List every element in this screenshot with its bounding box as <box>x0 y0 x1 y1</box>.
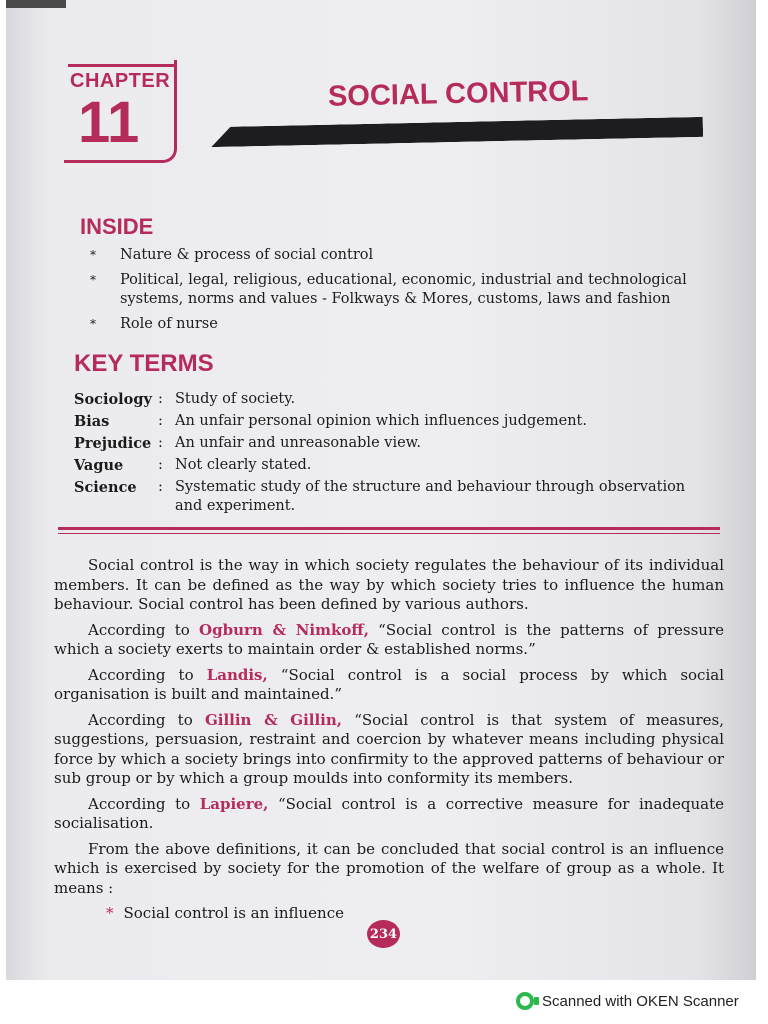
definition-quote: “Social control is that system of measures, suggestions, persuasion, restraint and coercion by whatever means including physical force by which a society brings into confirmity to the approved patterns of behaviour or sub group or by which a group moulds into conformity its members. <box>54 710 725 787</box>
definition-paragraph <box>54 711 724 789</box>
definition-quote: “Social control is the patterns of pressure which a society exerts to maintain order & established norms.” <box>54 620 724 658</box>
scanner-watermark <box>516 990 739 1012</box>
definition-lead: According to <box>88 710 205 729</box>
inside-list <box>90 246 730 340</box>
book-page <box>6 0 756 980</box>
key-term-colon: : <box>158 435 163 451</box>
key-term-row <box>74 478 694 516</box>
definition-paragraph <box>54 666 724 705</box>
title-underline-bar <box>211 117 703 147</box>
key-term: Vague <box>74 457 124 474</box>
key-term-colon: : <box>158 479 163 495</box>
definition-lead: According to <box>88 665 207 684</box>
definition-author: Lapiere, <box>199 794 269 813</box>
definition-paragraph <box>54 621 724 660</box>
definition-quote: “Social control is a corrective measure for inadequate socialisation. <box>54 794 724 832</box>
inside-bullet: * <box>90 273 96 287</box>
inside-bullet: * <box>90 248 96 262</box>
definition-author: Landis, <box>206 665 268 684</box>
inside-item <box>90 315 730 334</box>
conclusion-paragraph: From the above definitions, it can be concluded that social control is an influence which is exercised by society for the promotion of the welfare of group as a whole. It means : <box>54 839 724 897</box>
key-term-colon: : <box>158 391 163 407</box>
inside-item <box>90 246 730 265</box>
definition-paragraph <box>54 795 724 834</box>
chapter-number: 11 <box>78 90 140 155</box>
oken-scanner-icon <box>516 992 534 1010</box>
key-term-row <box>74 390 694 409</box>
definition-lead: According to <box>88 620 200 639</box>
key-term: Sociology <box>74 391 152 408</box>
key-term-definition: Study of society. <box>175 391 296 407</box>
scanner-watermark-text: Scanned with OKEN Scanner <box>542 992 739 1010</box>
inside-item-text: Role of nurse <box>120 316 218 332</box>
key-term-row <box>74 456 694 475</box>
key-term-definition: Systematic study of the structure and behaviour through observation and experiment. <box>175 479 686 514</box>
chapter-title: SOCIAL CONTROL <box>327 75 589 113</box>
definition-lead: According to <box>88 794 200 813</box>
key-term-definition: Not clearly stated. <box>175 457 312 473</box>
key-term: Science <box>74 479 137 496</box>
chapter-label: CHAPTER <box>70 70 171 92</box>
key-term-colon: : <box>158 413 163 429</box>
inside-item-text: Nature & process of social control <box>120 247 374 263</box>
key-terms-list <box>74 390 694 519</box>
definition-quote: “Social control is a social process by which social organisation is built and maintained.” <box>54 665 724 703</box>
inside-bullet: * <box>90 317 96 331</box>
key-term-definition: An unfair personal opinion which influences judgement. <box>175 413 587 429</box>
bullet-text: Social control is an influence <box>123 904 344 922</box>
key-term: Bias <box>74 413 110 430</box>
key-term-definition: An unfair and unreasonable view. <box>175 435 421 451</box>
key-term-row <box>74 434 694 453</box>
key-terms-heading: KEY TERMS <box>74 350 214 377</box>
section-divider-thin <box>58 533 720 534</box>
bullet-star: * <box>106 904 114 922</box>
intro-paragraph: Social control is the way in which society regulates the behaviour of its individual members. It can be defined as the way by which society tries to influence the human behaviour. Social control has been defined by various authors. <box>54 556 724 613</box>
inside-item-text: Political, legal, religious, educational, economic, industrial and technological systems, norms and values - Folkways & Mores, customs, laws and fashion <box>120 272 687 307</box>
page-number: 234 <box>367 920 400 948</box>
key-term: Prejudice <box>74 435 152 452</box>
key-term-row <box>74 412 694 431</box>
inside-heading: INSIDE <box>80 214 154 239</box>
body-text <box>54 556 724 930</box>
definition-author: Gillin & Gillin, <box>204 710 343 729</box>
inside-item <box>90 271 730 309</box>
definition-author: Ogburn & Nimkoff, <box>199 620 369 639</box>
key-term-colon: : <box>158 457 163 473</box>
section-divider <box>58 527 720 530</box>
